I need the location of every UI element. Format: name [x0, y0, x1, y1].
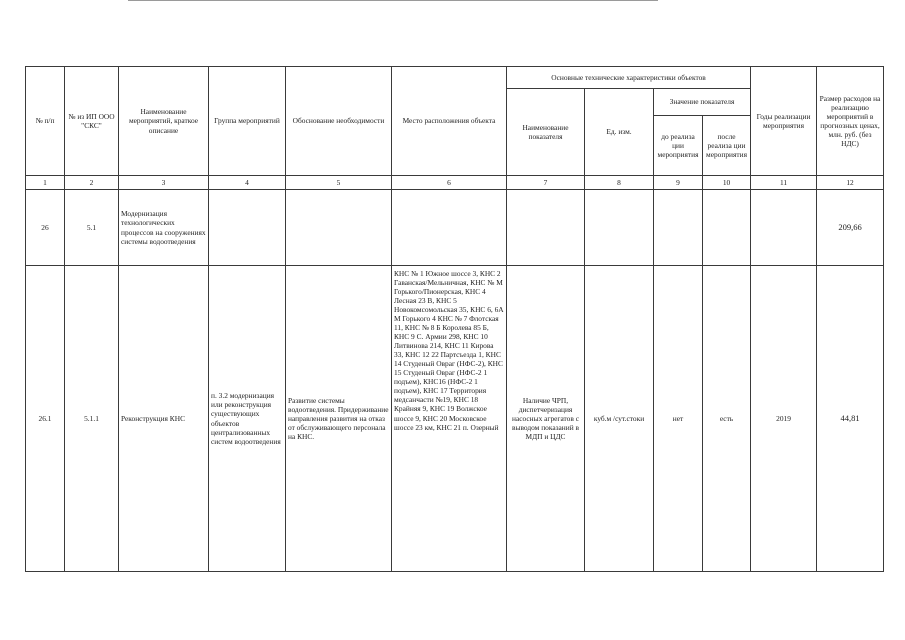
header-row-1 — [26, 67, 884, 89]
amount: 209,66 — [817, 190, 884, 266]
unit: куб.м /сут.стоки — [585, 266, 654, 572]
object-location — [392, 190, 507, 266]
column-number: 8 — [585, 176, 654, 190]
row-number: 26 — [26, 190, 65, 266]
top-rule — [128, 0, 658, 1]
ip-number: 5.1 — [65, 190, 119, 266]
row-number: 26.1 — [26, 266, 65, 572]
header-col-10: после реализа ции мероприятия — [703, 116, 751, 176]
indicator-name: Наличие ЧРП, диспетчеризация насосных агрегатов с выводом показаний в МДП и ЦДС — [507, 266, 585, 572]
header-col-5: Обоснование необходимости — [286, 67, 392, 176]
amount: 44,81 — [817, 266, 884, 572]
ip-number: 5.1.1 — [65, 266, 119, 572]
header-col-2: № из ИП ООО "СКС" — [65, 67, 119, 176]
measure-group — [209, 190, 286, 266]
column-number: 7 — [507, 176, 585, 190]
column-number: 1 — [26, 176, 65, 190]
value-after: есть — [703, 266, 751, 572]
header-col-7: Наименование показателя — [507, 89, 585, 176]
header-col-11: Годы реализации мероприятия — [751, 67, 817, 176]
object-location: КНС № 1 Южное шоссе 3, КНС 2 Гаванская/Мельничная, КНС № М Горького/Пионерская, КНС 4 Лесная 23 В, КНС 5 Новокомсомольская 35, КНС 6, 6А М Горького 4 КНС № 7 Флотская 11, КНС № 8 Б Королева 85 Б, КНС 9 С. Армии 298, КНС 10 Литвинова 214, КНС 11 Кирова 33, КНС 12 22 Партсъезда 1, КНС 14 Студеный Овраг (НФС-2), КНС 15 Студеный Овраг (НФС-2 1 подъем), КНС16 (НФС-2 1 подъем), КНС 17 Территория медсанчасти №19, КНС 18 Крайняя 9, КНС 19 Волжское шоссе 9, КНС 20 Московское шоссе 23 км, КНС 21 п. Озерный — [392, 266, 507, 572]
header-value-group: Значение показателя — [654, 89, 751, 116]
value-before: нет — [654, 266, 703, 572]
column-number-row — [26, 176, 884, 190]
column-number: 6 — [392, 176, 507, 190]
column-number: 3 — [119, 176, 209, 190]
value-after — [703, 190, 751, 266]
header-col-3: Наименование мероприятий, краткое описание — [119, 67, 209, 176]
table-row — [26, 266, 884, 572]
header-col-8: Ед. изм. — [585, 89, 654, 176]
measure-reason — [286, 190, 392, 266]
years — [751, 190, 817, 266]
measure-reason: Развитие системы водоотведения. Придерживание направления развития на отказ от обслуживающего персонала на КНС. — [286, 266, 392, 572]
value-before — [654, 190, 703, 266]
measure-name: Реконструкция КНС — [119, 266, 209, 572]
investment-program-table — [25, 66, 884, 572]
column-number: 2 — [65, 176, 119, 190]
column-number: 5 — [286, 176, 392, 190]
header-col-9: до реализа ции мероприятия — [654, 116, 703, 176]
header-col-12: Размер расходов на реализацию мероприятий в прогнозных ценах, млн. руб. (без НДС) — [817, 67, 884, 176]
header-col-6: Место расположения объекта — [392, 67, 507, 176]
column-number: 10 — [703, 176, 751, 190]
header-col-1: № п/п — [26, 67, 65, 176]
indicator-name — [507, 190, 585, 266]
header-tech-group: Основные технические характеристики объектов — [507, 67, 751, 89]
column-number: 4 — [209, 176, 286, 190]
column-number: 11 — [751, 176, 817, 190]
header-col-4: Группа мероприятий — [209, 67, 286, 176]
years: 2019 — [751, 266, 817, 572]
column-number: 9 — [654, 176, 703, 190]
measure-group: п. 3.2 модернизация или реконструкция существующих объектов централизованных систем водоотведения — [209, 266, 286, 572]
table-row — [26, 190, 884, 266]
column-number: 12 — [817, 176, 884, 190]
unit — [585, 190, 654, 266]
measure-name: Модернизация технологических процессов на сооружениях системы водоотведения — [119, 190, 209, 266]
